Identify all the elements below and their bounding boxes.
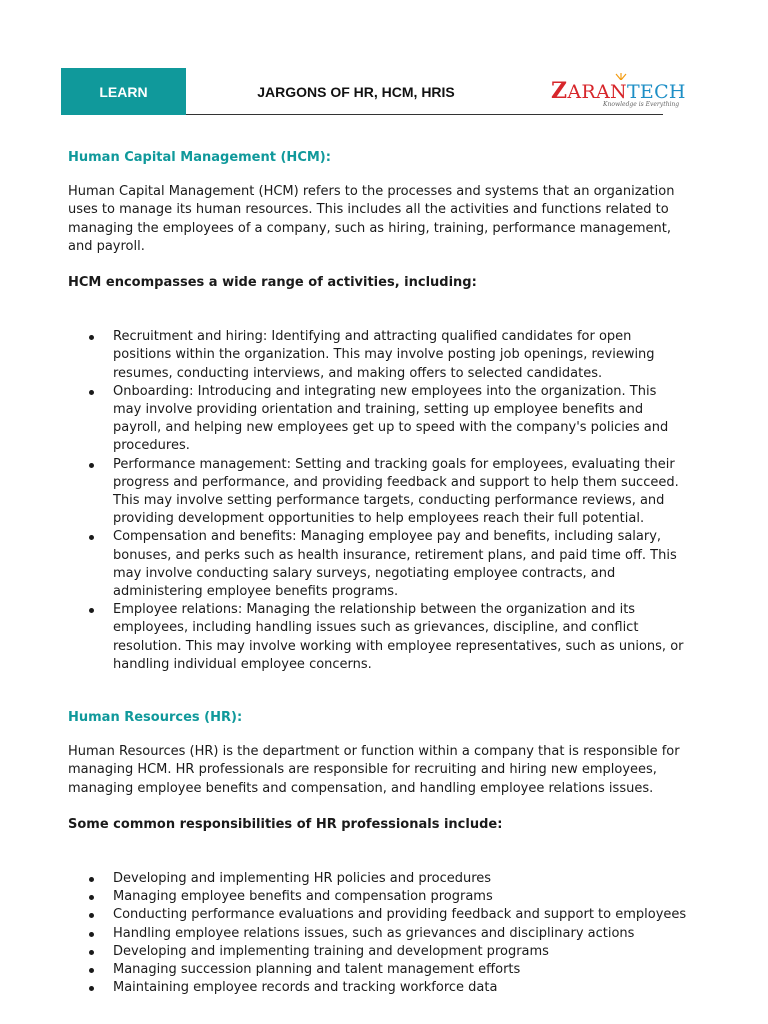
hr-intro: Human Resources (HR) is the department or function within a company that is responsible for managing HCM. HR professionals are responsible for recruiting and hiring new employees, managing employee benefits and compensation, and handling employee relations issues. xyxy=(68,744,680,796)
bullet-icon xyxy=(89,535,94,540)
bullet-icon xyxy=(89,877,94,882)
list-item: Employee relations: Managing the relationship between the organization and its employees, including handling issues such as grievances, discipline, and conflict resolution. This may involve working with employee representatives, such as unions, or handling individual employee concerns. xyxy=(68,601,688,674)
logo-tagline: Knowledge is Everything xyxy=(603,101,680,108)
bullet-icon xyxy=(89,932,94,937)
list-item: Recruitment and hiring: Identifying and attracting qualified candidates for open positions within the organization. This may involve posting job openings, reviewing resumes, conducting interviews, and making offers to selected candidates. xyxy=(68,328,688,383)
hcm-intro: Human Capital Management (HCM) refers to the processes and systems that an organization uses to manage its human resources. This includes all the activities and functions related to managing the employees of a company, such as hiring, training, performance management, and payroll. xyxy=(68,184,675,254)
hr-responsibility-list xyxy=(68,870,688,997)
bullet-icon xyxy=(89,913,94,918)
list-item: Onboarding: Introducing and integrating new employees into the organization. This may involve providing orientation and training, setting up employee benefits and payroll, and helping new employees get up to speed with the company's policies and procedures. xyxy=(68,383,688,456)
zarantech-logo xyxy=(551,78,686,108)
list-item: Managing employee benefits and compensation programs xyxy=(68,888,688,906)
bullet-icon xyxy=(89,895,94,900)
bullet-icon xyxy=(89,608,94,613)
learn-tab: LEARN xyxy=(61,68,186,115)
bullet-icon xyxy=(89,968,94,973)
list-item: Conducting performance evaluations and providing feedback and support to employees xyxy=(68,906,688,924)
list-item: Maintaining employee records and tracking workforce data xyxy=(68,979,688,997)
hr-subheading: Some common responsibilities of HR professionals include: xyxy=(68,816,503,832)
bullet-icon xyxy=(89,335,94,340)
list-item: Compensation and benefits: Managing employee pay and benefits, including salary, bonuses, and perks such as health insurance, retirement plans, and paid time off. This may involve conducting salary surveys, negotiating employee contracts, and administering employee benefits programs. xyxy=(68,528,688,601)
hcm-activity-list xyxy=(68,328,688,674)
list-item: Performance management: Setting and tracking goals for employees, evaluating their progress and performance, and providing feedback and support to help them succeed. This may involve setting performance targets, conducting performance reviews, and providing development opportunities to help employees reach their full potential. xyxy=(68,456,688,529)
document-header xyxy=(61,68,686,116)
bullet-icon xyxy=(89,986,94,991)
document-body xyxy=(68,150,688,997)
logo-wordmark: ZARANTECH xyxy=(551,78,686,104)
bullet-icon xyxy=(89,390,94,395)
bullet-icon xyxy=(89,463,94,468)
list-item: Handling employee relations issues, such as grievances and disciplinary actions xyxy=(68,925,688,943)
bullet-icon xyxy=(89,950,94,955)
page-title: JARGONS OF HR, HCM, HRIS xyxy=(257,83,455,100)
hcm-heading: Human Capital Management (HCM): xyxy=(68,150,331,165)
list-item: Developing and implementing HR policies and procedures xyxy=(68,870,688,888)
list-item: Managing succession planning and talent management efforts xyxy=(68,961,688,979)
list-item: Developing and implementing training and development programs xyxy=(68,943,688,961)
hr-heading: Human Resources (HR): xyxy=(68,710,243,726)
header-divider xyxy=(186,114,663,115)
hcm-subheading: HCM encompasses a wide range of activities, including: xyxy=(68,275,477,291)
